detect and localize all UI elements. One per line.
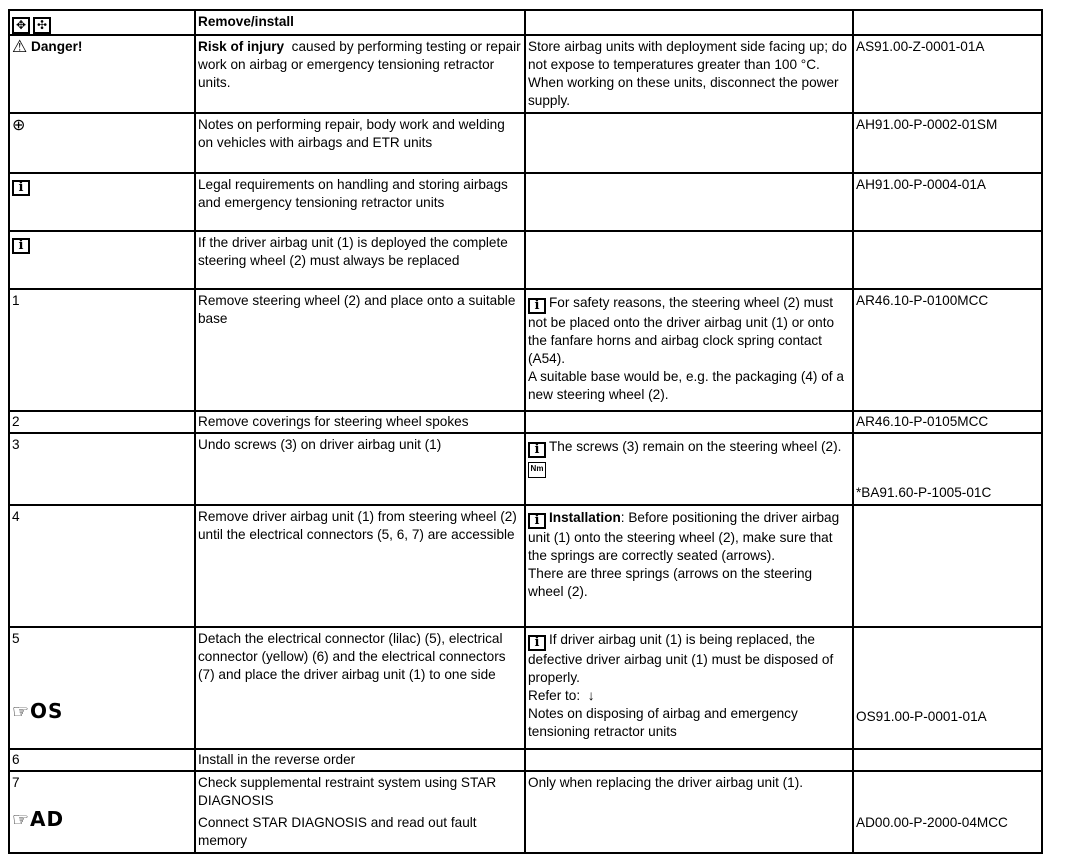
action-cell: [195, 35, 525, 113]
step-cell: [9, 771, 195, 853]
step-number: 2: [9, 411, 195, 433]
note-cell: [525, 505, 853, 627]
ad-label: AD: [30, 807, 65, 831]
table-row: [9, 289, 1042, 411]
note-text: The screws (3) remain on the steering wheel (2).: [549, 439, 842, 454]
step-cell: [9, 35, 195, 113]
action-text: Notes on performing repair, body work and welding on vehicles with airbags and ETR units: [195, 113, 525, 173]
step-cell: [9, 627, 195, 749]
step-cell: [9, 231, 195, 289]
note-text: For safety reasons, the steering wheel (2) must not be placed onto the driver airbag unit (1) or onto the fanfare horns and airbag clock spring contact (A54).: [528, 295, 835, 366]
pointing-hand-icon: ☞: [12, 701, 31, 723]
note-text-2: Notes on disposing of airbag and emergency tensioning retractor units: [528, 706, 798, 739]
table-row: [9, 173, 1042, 231]
table-row: [9, 231, 1042, 289]
action-text: Undo screws (3) on driver airbag unit (1): [195, 433, 525, 505]
doc-ref: [853, 505, 1042, 627]
action-text-2: Connect STAR DIAGNOSIS and read out fault memory: [198, 815, 477, 848]
header-title: Remove/install: [195, 10, 525, 35]
doc-ref[interactable]: AR46.10-P-0100MCC: [853, 289, 1042, 411]
action-text: Legal requirements on handling and storing airbags and emergency tensioning retractor units: [195, 173, 525, 231]
step-cell: [9, 173, 195, 231]
info-icon: i: [12, 180, 30, 196]
pointing-hand-icon: ☞: [12, 809, 31, 831]
table-row: [9, 113, 1042, 173]
table-header-row: [9, 10, 1042, 35]
step-number: 4: [9, 505, 195, 627]
doc-ref-cell: [853, 433, 1042, 505]
note-text: : Before positioning the driver airbag unit (1) onto the steering wheel (2), make sure that the springs are correctly seated (arrows).: [528, 510, 840, 563]
table-row: [9, 627, 1042, 749]
action-text: Detach the electrical connector (lilac) (5), electrical connector (yellow) (6) and the electrical connectors (7) and place the driver airbag unit (1) to one side: [195, 627, 525, 749]
table-row: [9, 505, 1042, 627]
note-text: If driver airbag unit (1) is being replaced, the defective driver airbag unit (1) must be disposed of properly.: [528, 632, 834, 685]
step-number: 3: [9, 433, 195, 505]
os-reference[interactable]: [12, 699, 192, 723]
procedure-page: [8, 9, 1043, 854]
doc-ref: [853, 231, 1042, 289]
installation-label: Installation: [549, 510, 621, 525]
header-empty-cell: [525, 10, 853, 35]
doc-ref-cell: [853, 771, 1042, 853]
header-empty-cell: [853, 10, 1042, 35]
note-cell: Store airbag units with deployment side facing up; do not expose to temperatures greater than 100 °C. When working on these units, disconnect the power supply.: [525, 35, 853, 113]
info-icon: i: [528, 442, 546, 458]
expand-icon[interactable]: ✥: [12, 17, 30, 34]
table-row: [9, 35, 1042, 113]
action-text: If the driver airbag unit (1) is deployed the complete steering wheel (2) must always be replaced: [195, 231, 525, 289]
note-cell: [525, 231, 853, 289]
note-cell: [525, 749, 853, 771]
step-number: 5: [12, 631, 20, 646]
note-cell: [525, 289, 853, 411]
doc-ref[interactable]: *BA91.60-P-1005-01C: [856, 485, 992, 500]
action-text: Remove coverings for steering wheel spokes: [195, 411, 525, 433]
refer-to-label: Refer to:: [528, 688, 581, 703]
info-icon: i: [528, 513, 546, 529]
doc-ref[interactable]: AH91.00-P-0004-01A: [853, 173, 1042, 231]
note-cell: Only when replacing the driver airbag unit (1).: [525, 771, 853, 853]
doc-ref[interactable]: OS91.00-P-0001-01A: [856, 709, 987, 724]
table-row: [9, 433, 1042, 505]
action-text: Check supplemental restraint system using STAR DIAGNOSIS: [198, 775, 497, 808]
table-row: [9, 749, 1042, 771]
action-text: caused by performing testing or repair work on airbag or emergency tensioning retractor units.: [198, 39, 521, 90]
note-text-2: There are three springs (arrows on the steering wheel (2).: [528, 566, 813, 599]
step-number: 6: [9, 749, 195, 771]
note-cell: [525, 433, 853, 505]
collapse-icon[interactable]: ✣: [33, 17, 51, 34]
info-icon: i: [12, 238, 30, 254]
torque-icon[interactable]: Nm: [528, 462, 546, 478]
os-label: OS: [30, 699, 64, 723]
doc-ref: [853, 749, 1042, 771]
doc-ref[interactable]: AD00.00-P-2000-04MCC: [856, 815, 1008, 830]
risk-of-injury-label: Risk of injury: [198, 39, 285, 54]
danger-label: Danger!: [31, 39, 83, 54]
warning-triangle-icon: ⚠: [12, 37, 28, 57]
step-number: 7: [12, 775, 20, 790]
action-text: Remove driver airbag unit (1) from steering wheel (2) until the electrical connectors (5, 6, 7) are accessible: [195, 505, 525, 627]
doc-ref[interactable]: AH91.00-P-0002-01SM: [853, 113, 1042, 173]
note-cell: [525, 173, 853, 231]
table-row: [9, 771, 1042, 853]
doc-ref[interactable]: AR46.10-P-0105MCC: [853, 411, 1042, 433]
note-text-2: A suitable base would be, e.g. the packaging (4) of a new steering wheel (2).: [528, 369, 844, 402]
step-number: 1: [9, 289, 195, 411]
table-row: [9, 411, 1042, 433]
doc-ref[interactable]: AS91.00-Z-0001-01A: [853, 35, 1042, 113]
note-cell: [525, 627, 853, 749]
circle-note-icon: ⊕: [12, 115, 26, 134]
note-cell: [525, 113, 853, 173]
action-text: Install in the reverse order: [195, 749, 525, 771]
info-icon: i: [528, 298, 546, 314]
header-icons-cell: [9, 10, 195, 35]
action-cell: [195, 771, 525, 853]
note-cell: [525, 411, 853, 433]
step-cell: [9, 113, 195, 173]
ad-reference[interactable]: [12, 807, 192, 831]
arrow-down-icon[interactable]: ↓: [587, 688, 595, 703]
doc-ref-cell: [853, 627, 1042, 749]
procedure-table: [8, 9, 1043, 854]
action-text: Remove steering wheel (2) and place onto a suitable base: [195, 289, 525, 411]
info-icon: i: [528, 635, 546, 651]
